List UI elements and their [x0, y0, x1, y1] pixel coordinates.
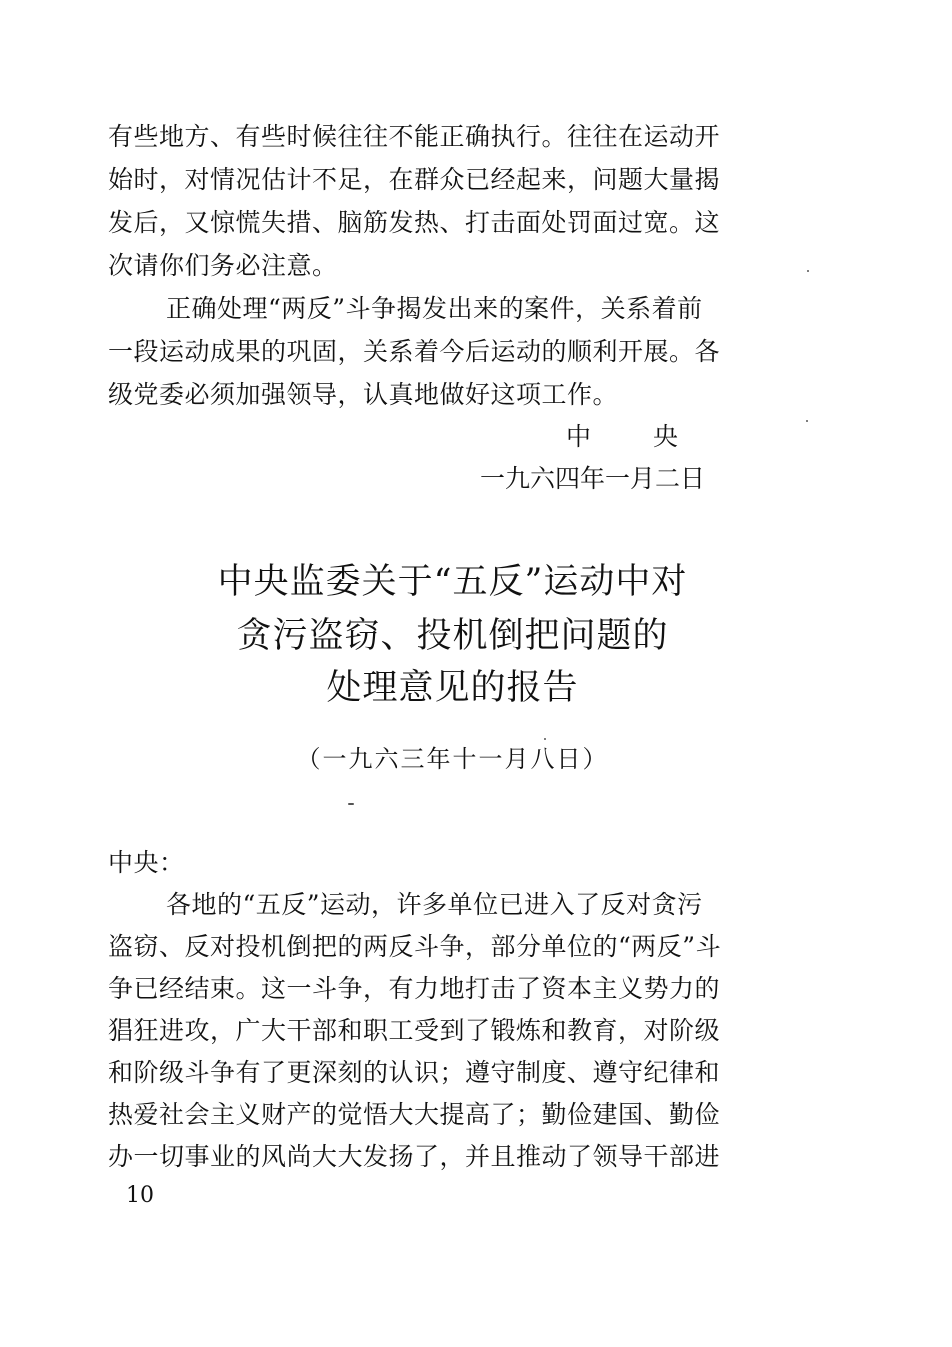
text-line: 始时，对情况估计不足，在群众已经起来，问题大量揭 [108, 165, 721, 194]
scan-speck [807, 270, 809, 272]
salutation: 中央： [108, 848, 185, 877]
scan-speck [806, 420, 808, 422]
text-line: 和阶级斗争有了更深刻的认识；遵守制度、遵守纪律和 [108, 1058, 721, 1087]
text-line: 盗窃、反对投机倒把的两反斗争，部分单位的“两反”斗 [108, 932, 722, 961]
text-line: 各地的“五反”运动，许多单位已进入了反对贪污 [166, 890, 703, 919]
text-line: 热爱社会主义财产的觉悟大大提高了；勤俭建国、勤俭 [108, 1100, 721, 1129]
scan-speck [348, 803, 354, 805]
text-line: 猖狂进攻，广大干部和职工受到了锻炼和教育，对阶级 [108, 1016, 721, 1045]
scan-speck [544, 738, 546, 740]
text-line: 发后，又惊慌失措、脑筋发热、打击面处罚面过宽。这 [108, 208, 721, 237]
page-number: 10 [126, 1183, 154, 1208]
text-line: 次请你们务必注意。 [108, 251, 338, 280]
text-line: 办一切事业的风尚大大发扬了，并且推动了领导干部进 [108, 1142, 721, 1171]
text-line: 争已经结束。这一斗争，有力地打击了资本主义势力的 [108, 974, 721, 1003]
document-date: （一九六三年十一月八日） [296, 745, 609, 773]
document-title-line: 中央监委关于“五反”运动中对 [217, 562, 688, 602]
text-line: 级党委必须加强领导，认真地做好这项工作。 [108, 380, 619, 409]
text-line: 一段运动成果的巩固，关系着今后运动的顺利开展。各 [108, 337, 721, 366]
signature-date: 一九六四年一月二日 [480, 464, 706, 493]
signature: 中 央 [566, 422, 683, 451]
document-title-line: 处理意见的报告 [326, 668, 579, 708]
document-title-line: 贪污盗窃、投机倒把问题的 [236, 616, 669, 656]
text-line: 正确处理“两反”斗争揭发出来的案件，关系着前 [166, 294, 703, 323]
text-line: 有些地方、有些时候往往不能正确执行。往往在运动开 [108, 122, 721, 151]
